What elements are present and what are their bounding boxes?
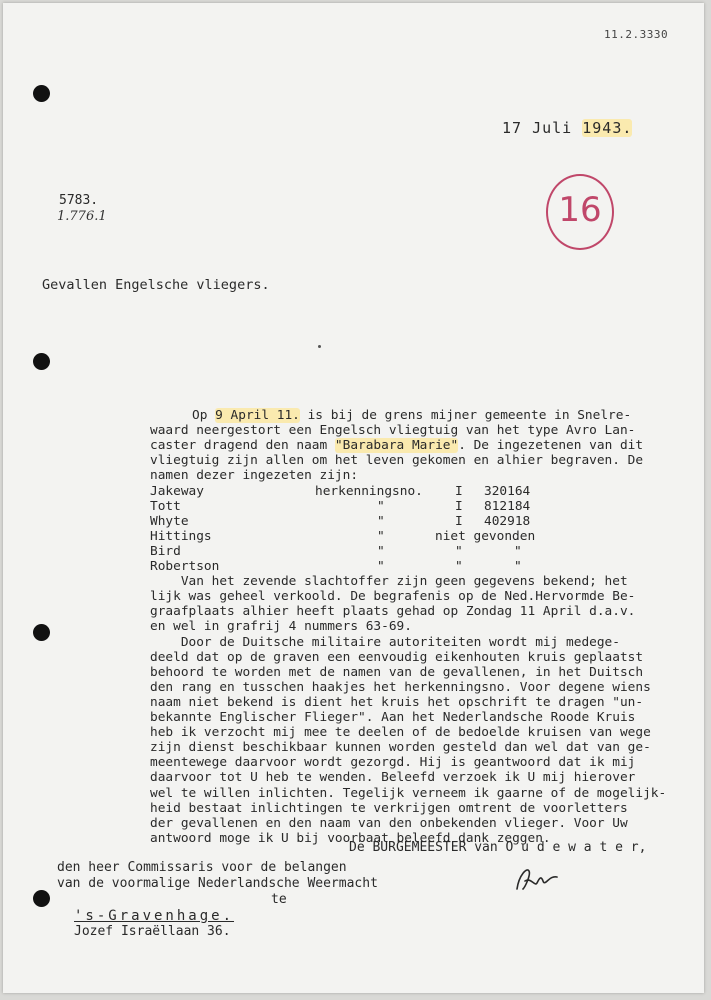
body-line: en wel in grafrij 4 nummers 63-69. (150, 619, 412, 635)
crew-number: 320164 (484, 483, 531, 499)
punch-hole (33, 624, 50, 641)
body-line: wel te willen inlichten. Tegelijk verneem ik gaarne of de mogelijk- (150, 785, 667, 801)
body-line: meentewege daarvoor wordt gezorgd. Hij is geantwoord dat ik mij (150, 755, 636, 771)
crew-name: Tott (150, 498, 181, 514)
letter-subject: Gevallen Engelsche vliegers. (42, 277, 270, 293)
body-line: heid bestaat inlichtingen te verkrijgen omtrent de voorletters (150, 800, 628, 816)
addressee-street: Jozef Israëllaan 36. (74, 924, 231, 939)
letter-date (502, 121, 632, 136)
body-line: daarvoor tot U heb te wenden. Beleefd verzoek ik U mij hierover (150, 770, 636, 786)
body-text: namen dezer ingezeten zijn: (150, 468, 359, 484)
crew-mark: I (455, 513, 463, 529)
highlighted-text: "Barabara Marie" (334, 438, 459, 454)
body-line: den rang en tusschen haakjes het herkenningsno. Voor degene wiens (150, 679, 651, 695)
letter-page (3, 3, 704, 993)
body-line: Door de Duitsche militaire autoriteiten wordt mij medege- (150, 634, 620, 650)
archive-reference: 11.2.3330 (604, 28, 669, 41)
body-line: bekannte Englischer Flieger". Aan het Nederlandsche Roode Kruis (150, 710, 636, 725)
crew-number: 402918 (484, 513, 531, 529)
crew-label: " (377, 559, 385, 574)
crew-name: Hittings (150, 528, 212, 544)
crew-name: Robertson (150, 559, 220, 574)
body-text: waard neergestort een Engelsch vliegtuig van het type Avro Lan- (150, 423, 636, 439)
punch-hole (33, 890, 50, 907)
body-line: Van het zevende slachtoffer zijn geen gegevens bekend; het (150, 574, 628, 590)
body-line (150, 453, 643, 468)
crew-label: " (377, 513, 385, 529)
crew-number: 812184 (484, 498, 531, 514)
signature-line: De BURGEMEESTER van O u d e w a t e r, (349, 840, 647, 855)
body-line: heb ik verzocht mij mee te deelen of de bedoelde kruisen van wege (150, 725, 651, 741)
crew-name: Jakeway (150, 483, 204, 499)
addressee-line-2: van de voormalige Nederlandsche Weermacht (57, 876, 378, 891)
crew-label: " (377, 498, 385, 514)
punch-hole (33, 353, 50, 370)
body-line: der gevallenen en den naam van den onbekenden vlieger. Voor Uw (150, 815, 628, 831)
addressee-line-1: den heer Commissaris voor de belangen (57, 860, 347, 875)
crew-number: " (514, 543, 522, 559)
crew-number: " (514, 559, 522, 574)
body-text: vliegtuig zijn allen om het leven gekomen en alhier begraven. De (150, 453, 644, 469)
body-line (150, 438, 643, 453)
crew-mark: " (455, 543, 463, 559)
handwritten-initials (513, 865, 563, 895)
body-line (192, 408, 631, 423)
body-text: . De ingezetenen van dit (458, 438, 644, 454)
crew-name: Whyte (150, 513, 189, 529)
date-day-month: 17 Juli (502, 119, 583, 137)
body-text: caster dragend den naam (150, 438, 335, 454)
date-year: 1943. (582, 119, 633, 137)
crew-name: Bird (150, 543, 181, 559)
body-line: zijn dienst beschikbaar kunnen worden gesteld dan wel dat van ge- (150, 740, 651, 756)
body-line (150, 423, 635, 438)
ink-speck (318, 345, 321, 348)
crew-label: " (377, 528, 385, 544)
body-line: naam niet bekend is dient het kruis het opschrift te dragen "un- (150, 694, 644, 710)
body-line (150, 468, 358, 483)
crew-label: " (377, 543, 385, 559)
body-line: lijk was geheel verkoold. De begrafenis op de Ned.Hervormde Be- (150, 589, 636, 605)
crew-number: niet gevonden (435, 528, 536, 544)
body-line: graafplaats alhier heeft plaats gehad op Zondag 11 April d.a.v. (150, 604, 636, 620)
addressee-city: 's-Gravenhage. (74, 908, 235, 924)
highlighted-text: 9 April 11. (215, 408, 300, 423)
crew-mark: I (455, 498, 463, 514)
body-text: Op (192, 408, 216, 423)
body-line: antwoord moge ik U bij voorbaat beleefd dank zeggen. (150, 830, 551, 846)
body-line: deeld dat op de graven een eenvoudig eikenhouten kruis geplaatst (150, 649, 644, 665)
register-number: 5783. (59, 193, 99, 208)
stamp-number: 16 (558, 190, 602, 230)
addressee-line-3: te (271, 892, 287, 907)
punch-hole (33, 85, 50, 102)
body-line: behoord te worden met de namen van de gevallenen, in het Duitsch (150, 664, 644, 680)
crew-label: herkenningsno. (315, 483, 423, 499)
crew-mark: I (455, 483, 463, 499)
circled-number-stamp (546, 174, 614, 250)
crew-mark: " (455, 559, 463, 574)
body-text: is bij de grens mijner gemeente in Snelre- (299, 408, 632, 423)
register-handwritten: 1.776.1 (57, 209, 107, 224)
